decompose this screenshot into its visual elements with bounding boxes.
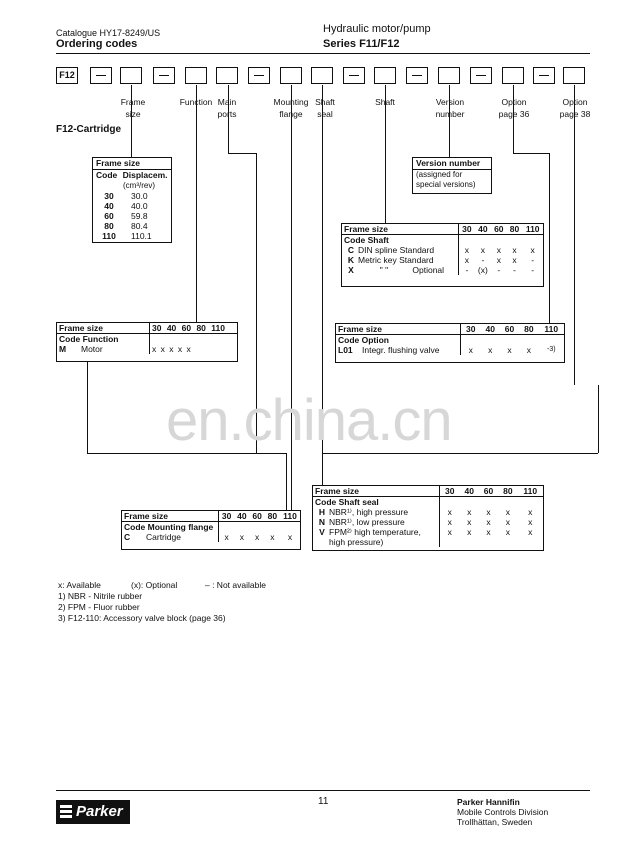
table-row: X " " Optional - (x) - - - xyxy=(348,265,535,275)
note: special versions) xyxy=(416,180,476,189)
table-header: Frame size 30 40 60 80 110 xyxy=(342,224,543,235)
table-title: Version number xyxy=(413,158,491,170)
shaft-table xyxy=(341,223,544,287)
cartridge-title: F12-Cartridge xyxy=(56,124,122,135)
table-subheader: Code Shaft xyxy=(344,235,389,245)
table-row: N NBR¹⁾, low pressure x x x x x xyxy=(318,517,533,527)
function-box xyxy=(185,67,207,84)
label-function: Function xyxy=(179,97,213,107)
company-name: Parker Hannifin xyxy=(457,797,520,807)
function-table xyxy=(56,322,238,362)
connector-line xyxy=(87,362,88,454)
table-row: 30 30.0 xyxy=(104,191,148,201)
mounting-flange-box xyxy=(280,67,302,84)
dash-box xyxy=(406,67,428,84)
logo-text: Parker xyxy=(76,803,123,820)
dash-box xyxy=(90,67,112,84)
parker-logo xyxy=(56,800,130,824)
table-header: Frame size 30 40 60 80 110 xyxy=(57,323,237,334)
table-row: V FPM²⁾ high temperature, x x x x x xyxy=(319,527,533,537)
legend-available: x: Available xyxy=(58,580,101,590)
connector-line xyxy=(228,153,256,154)
unit: (cm³/rev) xyxy=(123,181,155,190)
table-subheader: Code Shaft seal xyxy=(315,497,379,507)
col-displacement: Displacem. xyxy=(122,170,168,180)
series-title: Series F11/F12 xyxy=(323,38,400,50)
catalogue-number: Catalogue HY17-8249/US xyxy=(56,28,161,38)
option-table xyxy=(335,323,565,363)
label-option1: Option page 36 xyxy=(498,97,530,119)
section-title: Ordering codes xyxy=(56,38,138,50)
note: (assigned for xyxy=(416,170,463,179)
header-rule xyxy=(56,53,590,54)
table-row: K Metric key Standard x - x x - xyxy=(347,255,535,265)
connector-line xyxy=(228,85,229,153)
label-version-number: Version number xyxy=(435,97,465,119)
table-row: C Cartridge x x x x x xyxy=(124,532,293,542)
table-title: Frame size xyxy=(93,158,171,170)
table-row-cont: high pressure) xyxy=(329,537,384,547)
label-option2: Option page 38 xyxy=(559,97,591,119)
connector-line xyxy=(449,85,450,157)
table-row: 60 59.8 xyxy=(104,211,148,221)
table-row: M Motor x x x x x xyxy=(57,344,237,354)
dash-box xyxy=(343,67,365,84)
frame-size-box xyxy=(120,67,142,84)
option1-box xyxy=(502,67,524,84)
label-main-ports: Main ports xyxy=(217,97,237,119)
division: Mobile Controls Division xyxy=(457,807,549,817)
table-row: H NBR¹⁾, high pressure x x x x x xyxy=(318,507,533,517)
shaft-seal-box xyxy=(311,67,333,84)
connector-line xyxy=(574,85,575,385)
connector-line xyxy=(598,385,599,453)
table-header: Frame size 30 40 60 80 110 xyxy=(122,511,300,522)
table-row: 80 80.4 xyxy=(104,221,148,231)
product-title: Hydraulic motor/pump xyxy=(323,23,431,35)
connector-line xyxy=(286,453,287,510)
table-row: 40 40.0 xyxy=(104,201,148,211)
parker-hex-icon xyxy=(60,805,72,819)
connector-line xyxy=(549,153,550,323)
table-header: Frame size 30 40 60 80 110 xyxy=(336,324,564,335)
option2-box xyxy=(563,67,585,84)
connector-line xyxy=(196,85,197,322)
dash-box xyxy=(153,67,175,84)
dash-box xyxy=(533,67,555,84)
mounting-flange-table xyxy=(121,510,301,550)
watermark: en.china.cn xyxy=(166,388,452,453)
table-subheader: Code Function xyxy=(59,334,119,344)
connector-line xyxy=(131,85,132,157)
shaft-box xyxy=(374,67,396,84)
version-number-box xyxy=(438,67,460,84)
version-number-table xyxy=(412,157,492,194)
dash-box xyxy=(248,67,270,84)
legend-optional: (x): Optional xyxy=(131,580,178,590)
shaft-seal-table xyxy=(312,485,544,551)
legend-not-available: – : Not available xyxy=(205,580,266,590)
label-frame-size: Frame size xyxy=(120,97,146,119)
connector-line xyxy=(513,153,549,154)
label-shaft: Shaft xyxy=(375,97,395,107)
table-subheader: Code Option xyxy=(338,335,389,345)
frame-size-table xyxy=(92,157,172,243)
location: Trollhättan, Sweden xyxy=(457,817,533,827)
table-header: Frame size 30 40 60 80 110 xyxy=(313,486,543,497)
page-number: 11 xyxy=(318,796,329,807)
footnote-1: 1) NBR - Nitrile rubber xyxy=(58,591,143,601)
connector-line xyxy=(385,85,386,223)
footnote-2: 2) FPM - Fluor rubber xyxy=(58,602,140,612)
main-ports-box xyxy=(216,67,238,84)
footer-rule xyxy=(56,790,590,791)
label-shaft-seal: Shaft seal xyxy=(315,97,335,119)
code-prefix-box: F12 xyxy=(56,67,78,84)
connector-line xyxy=(513,85,514,153)
col-code: Code xyxy=(96,170,118,180)
table-row: 110 110.1 xyxy=(102,231,152,241)
table-subheader: Code Mounting flange xyxy=(124,522,214,532)
table-row: L01 Integr. flushing valve x x x x -3) xyxy=(338,345,556,355)
footnote-3: 3) F12-110: Accessory valve block (page 36) xyxy=(58,613,226,623)
label-mounting-flange: Mounting flange xyxy=(273,97,309,119)
dash-box xyxy=(470,67,492,84)
table-row: C DIN spline Standard x x x x x xyxy=(347,245,535,255)
connector-line xyxy=(322,453,323,485)
